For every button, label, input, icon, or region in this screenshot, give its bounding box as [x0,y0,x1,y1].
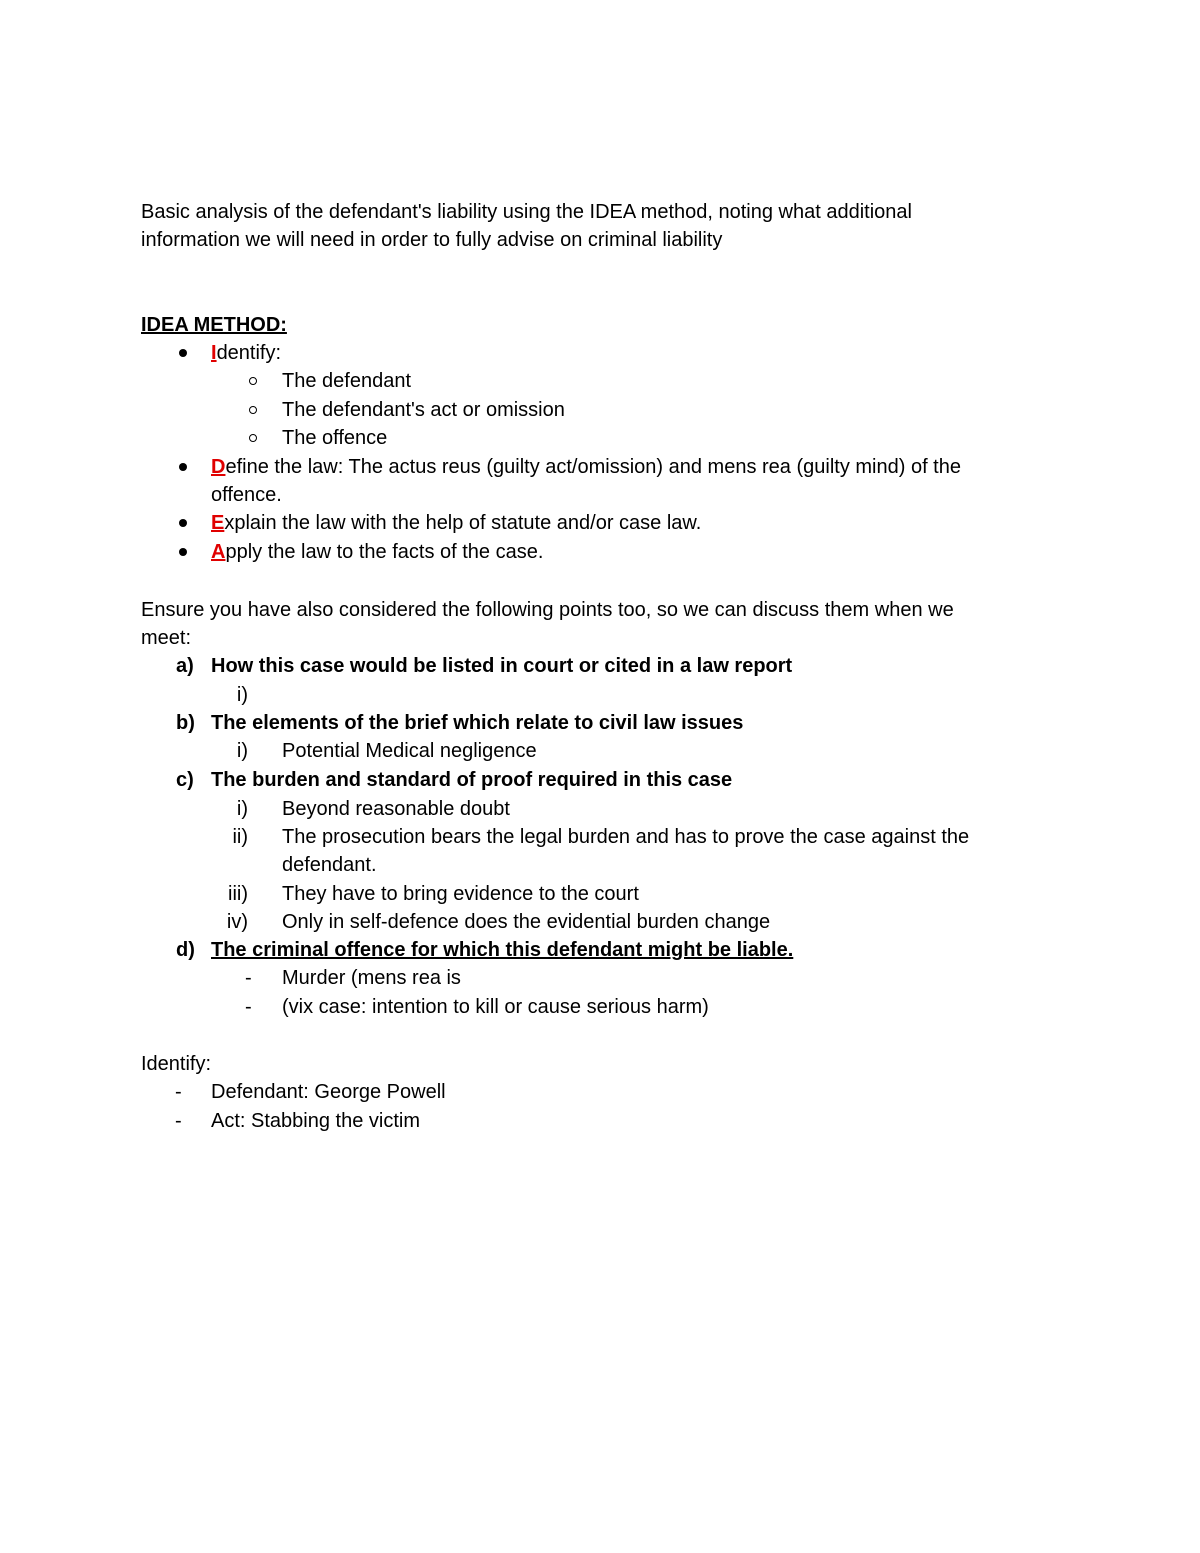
identify-sub-item: The defendant's act or omission [282,399,565,421]
point-item: Beyond reasonable doubt [282,798,510,820]
list-marker: - [245,967,252,989]
bullet-dot [179,349,187,357]
idea-identify-text: dentify: [216,342,282,364]
intro-line-1: Basic analysis of the defendant's liability using the IDEA method, noting what additional [141,201,912,223]
list-marker: b) [176,712,195,734]
point-item-cont: defendant. [282,854,377,876]
idea-explain-letter: E [211,512,225,534]
point-item: Only in self-defence does the evidential burden change [282,911,771,933]
idea-define-text: efine the law: The actus reus (guilty act/omission) and mens rea (guilty mind) of the [225,456,961,478]
point-item: (vix case: intention to kill or cause serious harm) [282,996,709,1018]
idea-define-letter: D [211,456,226,478]
bullet-circle [249,406,257,414]
idea-heading: IDEA METHOD: [141,314,287,336]
intro-line-2: information we will need in order to fully advise on criminal liability [141,229,723,251]
list-marker: iii) [228,883,248,905]
point-item: Murder (mens rea is [282,967,461,989]
list-marker: i) [236,684,248,706]
identify-sub-item: The defendant [282,370,411,392]
point-title: The burden and standard of proof required in this case [211,769,733,791]
idea-apply-letter: A [211,541,226,563]
list-marker: ii) [232,826,248,848]
identify-sub-item: The offence [282,427,388,449]
idea-apply-text: pply the law to the facts of the case. [225,541,544,563]
point-title: The elements of the brief which relate to civil law issues [211,712,744,734]
list-marker: i) [236,798,248,820]
point-title: The criminal offence for which this defendant might be liable. [211,939,794,961]
point-item: The prosecution bears the legal burden and has to prove the case against the [282,826,970,848]
list-marker: d) [176,939,195,961]
idea-define-cont: offence. [211,484,282,506]
idea-identify [211,339,281,367]
ensure-line-2: meet: [141,627,192,649]
idea-define [211,453,961,481]
idea-explain-text: xplain the law with the help of statute and/or case law. [224,512,702,534]
bullet-circle [249,434,257,442]
identify-item: Defendant: George Powell [211,1081,446,1103]
identify-heading: Identify: [141,1053,212,1075]
ensure-line-1: Ensure you have also considered the following points too, so we can discuss them when we [141,599,954,621]
list-marker: a) [176,655,194,677]
bullet-circle [249,377,257,385]
point-item: Potential Medical negligence [282,740,537,762]
list-marker: - [175,1110,182,1132]
point-title: How this case would be listed in court or cited in a law report [211,655,793,677]
idea-apply [211,538,543,566]
bullet-dot [179,463,187,471]
idea-identify-letter: I [211,342,217,364]
list-marker: - [175,1081,182,1103]
list-marker: c) [176,769,194,791]
bullet-dot [179,519,187,527]
list-marker: i) [236,740,248,762]
bullet-dot [179,548,187,556]
point-item: They have to bring evidence to the court [282,883,639,905]
list-marker: - [245,996,252,1018]
list-marker: iv) [226,911,248,933]
identify-item: Act: Stabbing the victim [211,1110,420,1132]
idea-explain [211,509,701,537]
